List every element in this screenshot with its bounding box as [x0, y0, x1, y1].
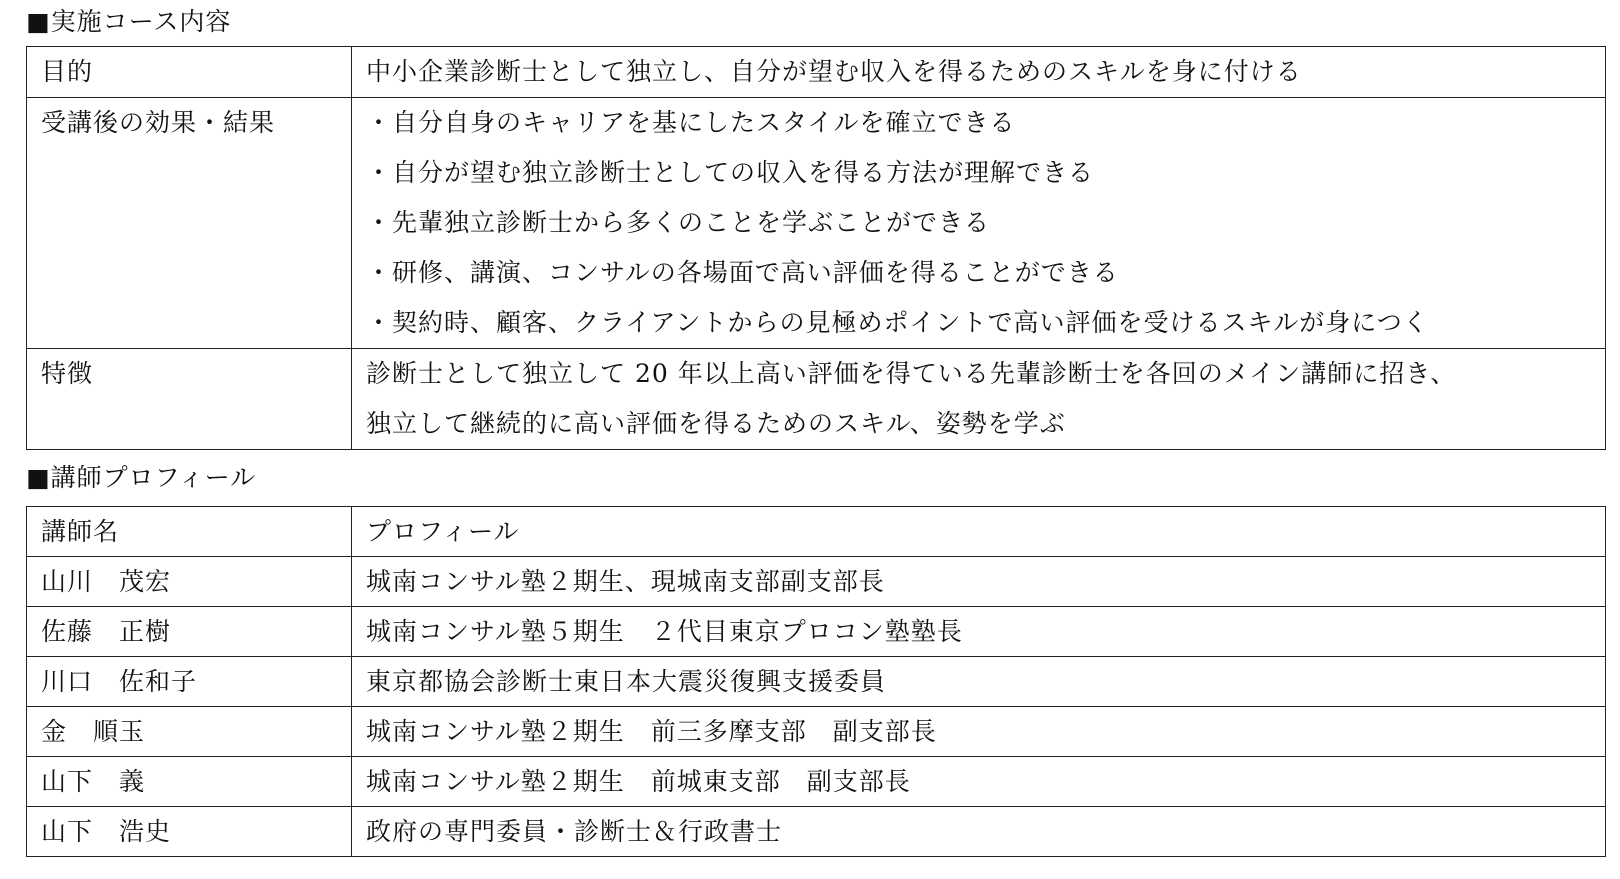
instructor-profile-table [26, 506, 1606, 857]
table-row-features [27, 349, 1606, 450]
instructor-profile: 城南コンサル塾２期生 前城東支部 副支部長 [352, 757, 1606, 807]
instructor-profile: 政府の専門委員・診断士＆行政書士 [352, 807, 1606, 857]
instructor-profile: 東京都協会診断士東日本大震災復興支援委員 [352, 657, 1606, 707]
effects-list-item: ・自分自身のキャリアを基にしたスタイルを確立できる [366, 108, 1016, 137]
table-row-purpose [27, 47, 1606, 98]
table-row [27, 557, 1606, 607]
course-content-table [26, 46, 1606, 450]
instructor-name: 山下 義 [27, 757, 352, 807]
instructor-section-heading: ■講師プロフィール [26, 463, 257, 492]
instructor-profile: 城南コンサル塾２期生 前三多摩支部 副支部長 [352, 707, 1606, 757]
features-text [352, 349, 1606, 450]
effects-list-item: ・先輩独立診断士から多くのことを学ぶことができる [366, 208, 991, 237]
effects-list-item: ・自分が望む独立診断士としての収入を得る方法が理解できる [366, 158, 1095, 187]
instructor-name: 佐藤 正樹 [27, 607, 352, 657]
instructor-profile: 城南コンサル塾５期生 ２代目東京プロコン塾塾長 [352, 607, 1606, 657]
features-line: 独立して継続的に高い評価を得るためのスキル、姿勢を学ぶ [366, 409, 1066, 438]
column-header-profile: プロフィール [352, 507, 1606, 557]
table-row [27, 757, 1606, 807]
table-row [27, 657, 1606, 707]
instructor-name: 川口 佐和子 [27, 657, 352, 707]
instructor-profile: 城南コンサル塾２期生、現城南支部副支部長 [352, 557, 1606, 607]
purpose-label: 目的 [27, 47, 352, 98]
table-row [27, 707, 1606, 757]
effects-label: 受講後の効果・結果 [27, 98, 352, 349]
effects-list-item: ・契約時、顧客、クライアントからの見極めポイントで高い評価を受けるスキルが身につく [366, 308, 1429, 337]
purpose-value: 中小企業診断士として独立し、自分が望む収入を得るためのスキルを身に付ける [352, 47, 1606, 98]
features-line: 診断士として独立して 20 年以上高い評価を得ている先輩診断士を各回のメイン講師に招き、 [366, 359, 1457, 388]
effects-list-item: ・研修、講演、コンサルの各場面で高い評価を得ることができる [366, 258, 1119, 287]
table-row [27, 807, 1606, 857]
course-section-heading: ■実施コース内容 [26, 7, 232, 36]
instructor-name: 金 順玉 [27, 707, 352, 757]
table-row-effects [27, 98, 1606, 349]
column-header-name: 講師名 [27, 507, 352, 557]
table-row [27, 607, 1606, 657]
instructor-name: 山川 茂宏 [27, 557, 352, 607]
effects-list [352, 98, 1606, 349]
features-label: 特徴 [27, 349, 352, 450]
instructor-name: 山下 浩史 [27, 807, 352, 857]
table-header-row [27, 507, 1606, 557]
